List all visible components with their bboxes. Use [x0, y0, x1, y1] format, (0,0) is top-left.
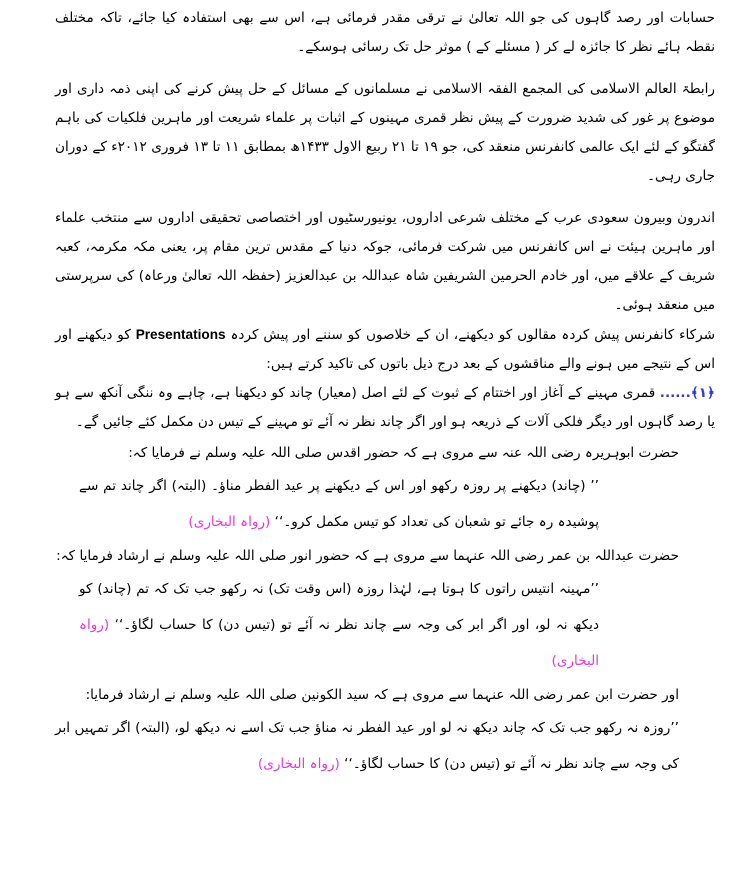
hadith-1-quote: [55, 468, 715, 540]
hadith-3-text: ’’روزہ نہ رکھو جب تک کہ چاند دیکھ نہ لو اور عید الفطر نہ مناؤ جب تک اسے نہ دیکھ لو، (البتہ) اگر تمہیں ابر کی وجہ سے چاند نظر نہ آئے تو (تیس دن) کا حساب لگاؤ۔‘‘: [55, 720, 679, 772]
hadith-2-quote: [55, 571, 715, 679]
point-1-text: قمری مہینے کے آغاز اور اختتام کے ثبوت کے لئے اصل (معیار) چاند کو دیکھنا ہے، چاہے وہ ننگی آنکھ سے ہو یا رصد گاہوں اور دیگر فلکی آلات کے ذریعہ ہو اور اگر چاند نظر نہ آئے تو مہینے کے تیس دن مکمل کئے جائیں گے۔: [55, 385, 715, 430]
hadith-2-text: ’’مہینہ انتیس راتوں کا ہوتا ہے، لہٰذا روزہ (اس وقت تک) نہ رکھو جب تک کہ تم (چاند) کو دیکھ نہ لو، اور اگر ابر کی وجہ سے چاند نظر نہ آئے تو (تیس دن) کا حساب لگاؤ۔‘‘: [79, 581, 599, 633]
hadith-3-quote: [55, 710, 715, 782]
point-1-dots: ......: [659, 385, 691, 401]
intro-line-1: حسابات اور رصد گاہوں کی جو اللہ تعالیٰ نے ترقی مقدر فرمائی ہے، اس سے بھی استفادہ کیا جائے، تاکہ مختلف نقطہ ہائے: [55, 10, 715, 55]
hadith-2-reference: (رواہ البخاری): [79, 617, 599, 669]
intro-line-2: نظر کا جائزہ لے کر ( مسئلے کے ) موثر حل تک رسائی ہوسکے۔: [297, 39, 653, 55]
document-page: [55, 4, 715, 782]
point-1-marker: ﴿۱﴾: [690, 385, 716, 401]
hadith-2-intro: حضرت عبداللہ بن عمر رضی اللہ عنہما سے مروی ہے کہ حضور انور صلی اللہ علیہ وسلم نے ارشاد فرمایا کہ:: [56, 548, 679, 564]
hadith-3-reference: (رواہ البخاری): [257, 756, 340, 772]
rabita-paragraph: رابطۃ العالم الاسلامی کی المجمع الفقہ الاسلامی نے مسلمانوں کے مسائل کے حل پیش کرنے کی اپنی ذمہ داری اور موضوع پر غور کی شدید ضرورت کے پیش نظر قمری مہینوں کے اثبات پر علماء شریعت اور ماہرین فلکیات کی باہم گفتگو کے لئے ایک عالمی کانفرنس منعقد کی، جو ۱۹ تا ۲۱ ربیع الاول ۱۴۳۳ھ بمطابق ۱۱ تا ۱۳ فروری ۲۰۱۲ء کے دوران جاری رہی۔: [55, 81, 715, 184]
presentations-latin-word: Presentations: [135, 327, 226, 342]
point-1-paragraph: [55, 379, 715, 437]
hadith-3-intro: اور حضرت ابن عمر رضی اللہ عنہما سے مروی ہے کہ سید الکونین صلی اللہ علیہ وسلم نے ارشاد فرمایا:: [85, 687, 679, 703]
hadith-1-reference: (رواہ البخاری): [188, 514, 271, 530]
hadith-1-intro: حضرت ابوہریرہ رضی اللہ عنہ سے مروی ہے کہ حضور اقدس صلی اللہ علیہ وسلم نے فرمایا کہ:: [128, 445, 679, 461]
presentations-paragraph: [55, 320, 715, 379]
participants-paragraph: اندرون وبیرون سعودی عرب کے مختلف شرعی اداروں، یونیورسٹیوں اور اختصاصی تحقیقی اداروں سے منتخب علماء اور ماہرین ہیئت نے اس کانفرنس میں شرکت فرمائی، جوکہ دنیا کے مقدس ترین مقام پر، یعنی مکہ مکرمہ، کعبہ شریف کے علاقے میں، اور خادم الحرمین الشریفین شاہ عبداللہ بن عبدالعزیز (حفظہ اللہ تعالیٰ ورعاہ) کی سرپرستی میں منعقد ہوئی۔: [55, 210, 715, 313]
presentations-text-before: شرکاء کانفرنس پیش کردہ مقالوں کو دیکھنے، ان کے خلاصوں کو سننے اور پیش کردہ: [230, 327, 715, 343]
hadith-1-text: ’’ (چاند) دیکھنے پر روزہ رکھو اور اس کے دیکھنے پر عید الفطر مناؤ۔ (البتہ) اگر چاند تم سے پوشیدہ رہ جائے تو شعبان کی تعداد کو تیس مکمل کرو۔‘‘: [79, 478, 599, 530]
presentations-text-after: کو دیکھنے اور اس کے نتیجے میں ہونے والے مناقشوں کے بعد درج ذیل باتوں کی تاکید کرتے ہیں:: [55, 327, 715, 372]
intro-paragraph: [55, 4, 715, 62]
